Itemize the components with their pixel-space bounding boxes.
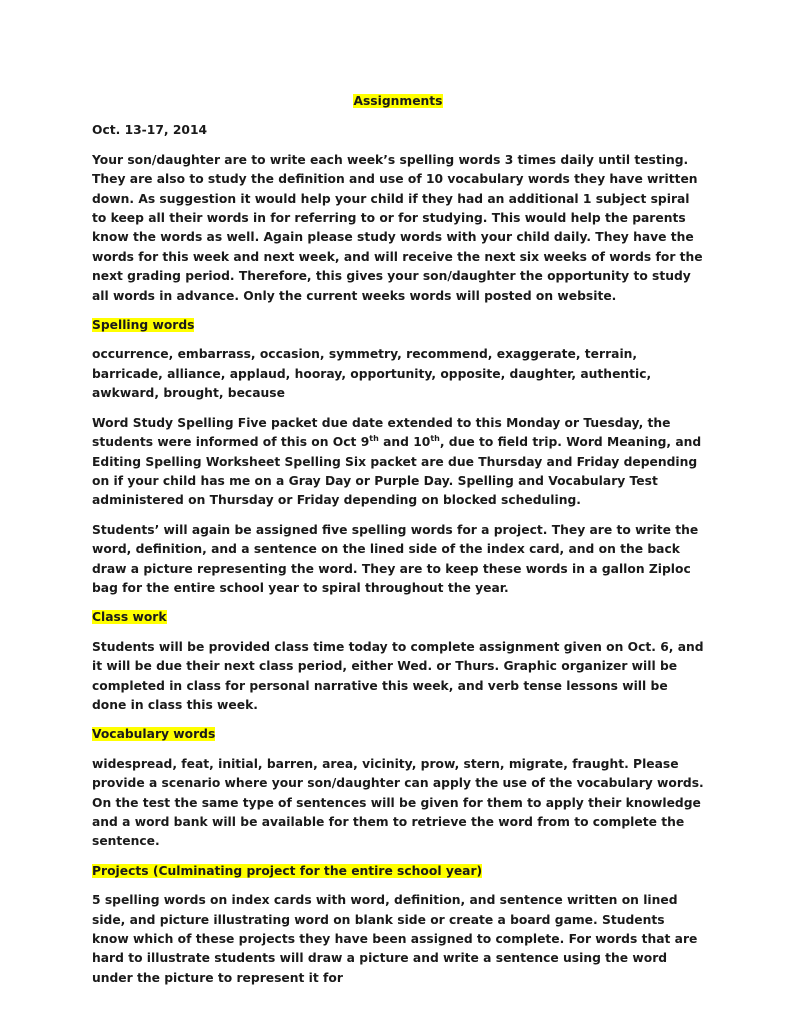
ordinal-suffix: th xyxy=(430,434,440,444)
intro-paragraph: Your son/daughter are to write each week’s spelling words 3 times daily until testing. They are also to study the definition and use of 10 vocabulary words they have written down. As suggestion it would help your child if they had an additional 1 subject spiral to keep all their words in for referring to or for studying. This would help the parents know the words as well. Again please study words with your child daily. They have the words for this week and next week, and will receive the next six weeks of words for the next grading period. Therefore, this gives your son/daughter the opportunity to study all words in advance. Only the current weeks words will posted on website. xyxy=(92,152,703,303)
packet-text-part1: Word Study Spelling Five packet due date extended to this Monday or Tuesday, the students were informed of this on Oct 9 xyxy=(92,415,671,450)
date-line: Oct. 13-17, 2014 xyxy=(92,123,208,138)
spelling-packet-paragraph xyxy=(92,414,704,511)
packet-text-and: and 10 xyxy=(378,435,431,450)
projects-heading-row xyxy=(92,862,704,881)
projects-heading: Projects (Culminating project for the entire school year) xyxy=(92,863,483,878)
classwork-heading-row xyxy=(92,608,704,627)
classwork-paragraph: Students will be provided class time today to complete assignment given on Oct. 6, and it will be due their next class period, either Wed. or Thurs. Graphic organizer will be completed in class for personal narrative this week, and verb tense lessons will be done in class this week. xyxy=(92,639,704,712)
page-title: Assignments xyxy=(353,94,443,108)
projects-paragraph: 5 spelling words on index cards with word, definition, and sentence written on lined side, and picture illustrating word on blank side or create a board game. Students know which of these projects they have been assigned to complete. For words that are hard to illustrate students will draw a picture and write a sentence using the word under the picture to represent it for xyxy=(92,893,698,985)
document-page xyxy=(92,92,704,998)
ordinal-suffix: th xyxy=(369,434,379,444)
spelling-heading-row xyxy=(92,316,704,335)
vocabulary-paragraph: widespread, feat, initial, barren, area, vicinity, prow, stern, migrate, fraught. Please provide a scenario where your son/daughter can apply the use of the vocabulary words. On the test the same type of sentences will be given for them to apply their knowledge and a word bank will be available for them to retrieve the word from to complete the sentence. xyxy=(92,756,704,849)
spelling-word-list: occurrence, embarrass, occasion, symmetry, recommend, exaggerate, terrain, barricade, alliance, applaud, hooray, opportunity, opposite, daughter, authentic, awkward, brought, because xyxy=(92,347,652,401)
title-row xyxy=(92,92,704,111)
classwork-heading: Class work xyxy=(92,610,167,625)
spelling-project-paragraph: Students’ will again be assigned five spelling words for a project. They are to write the word, definition, and a sentence on the lined side of the index card, and on the back draw a picture representing the word. They are to keep these words in a gallon Ziploc bag for the entire school year to spiral throughout the year. xyxy=(92,522,699,595)
vocabulary-heading: Vocabulary words xyxy=(92,727,216,742)
spelling-heading: Spelling words xyxy=(92,318,195,333)
vocabulary-heading-row xyxy=(92,725,704,744)
packet-text-part2: , due to field trip. Word Meaning, and Editing Spelling Worksheet Spelling Six packet are due Thursday and Friday depending on if your child has me on a Gray Day or Purple Day. Spelling and Vocabulary Test administered on Thursday or Friday depending on blocked scheduling. xyxy=(92,435,702,508)
